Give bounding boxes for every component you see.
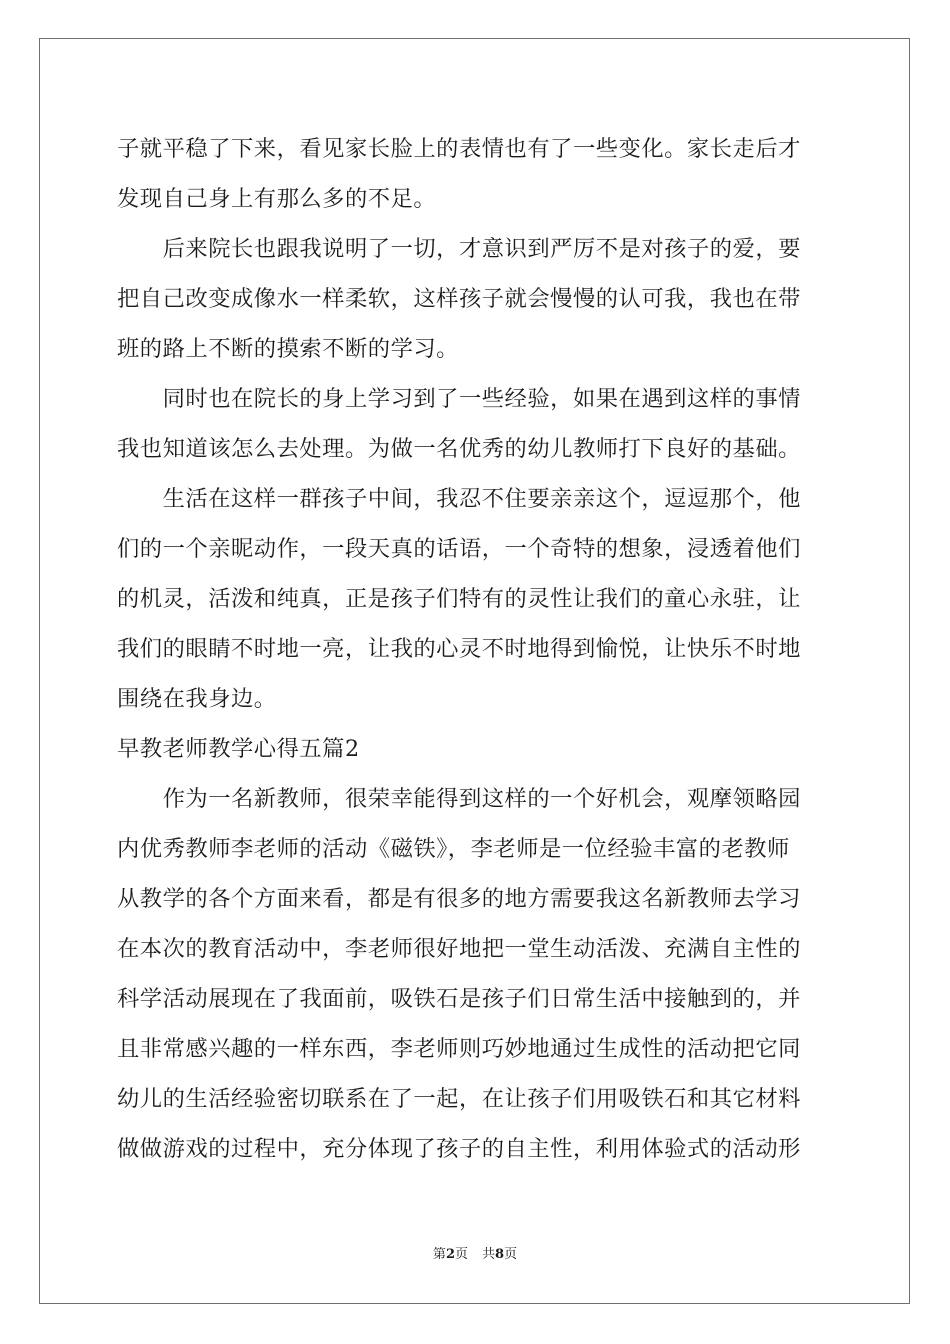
text-line: 子就平稳了下来，看见家长脸上的表情也有了一些变化。家长走后才 — [117, 136, 801, 162]
text-line: 班的路上不断的摸索不断的学习。 — [117, 336, 459, 362]
text-line: 发现自己身上有那么多的不足。 — [117, 186, 437, 212]
text-line: 后来院长也跟我说明了一切，才意识到严厉不是对孩子的爱，要 — [117, 236, 801, 262]
text-line: 同时也在院长的身上学习到了一些经验，如果在遇到这样的事情 — [117, 386, 801, 412]
text-line: 且非常感兴趣的一样东西，李老师则巧妙地通过生成性的活动把它同 — [117, 1036, 801, 1062]
text-line: 在本次的教育活动中，李老师很好地把一堂生动活泼、充满自主性的 — [117, 936, 801, 962]
page-total: 共8页 — [482, 1247, 518, 1262]
page-footer — [0, 1246, 950, 1264]
text-line: 从教学的各个方面来看，都是有很多的地方需要我这名新教师去学习 — [117, 886, 801, 912]
text-line: 我们的眼睛不时地一亮，让我的心灵不时地得到愉悦，让快乐不时地 — [117, 636, 801, 662]
text-line: 围绕在我身边。 — [117, 686, 277, 712]
page-number: 第2页 — [432, 1247, 468, 1262]
text-line: 我也知道该怎么去处理。为做一名优秀的幼儿教师打下良好的基础。 — [117, 436, 801, 462]
text-line: 作为一名新教师，很荣幸能得到这样的一个好机会，观摩领略园 — [117, 786, 801, 812]
text-line: 内优秀教师李老师的活动《磁铁》，李老师是一位经验丰富的老教师 — [117, 836, 790, 862]
text-line: 幼儿的生活经验密切联系在了一起，在让孩子们用吸铁石和其它材料 — [117, 1086, 801, 1112]
text-line: 生活在这样一群孩子中间，我忍不住要亲亲这个，逗逗那个，他 — [117, 486, 801, 512]
text-line: 们的一个亲昵动作，一段天真的话语，一个奇特的想象，浸透着他们 — [117, 536, 801, 562]
section-heading: 早教老师教学心得五篇2 — [117, 736, 360, 762]
text-line: 科学活动展现在了我面前，吸铁石是孩子们日常生活中接触到的，并 — [117, 986, 801, 1012]
text-line: 的机灵，活泼和纯真，正是孩子们特有的灵性让我们的童心永驻，让 — [117, 586, 801, 612]
text-line: 把自己改变成像水一样柔软，这样孩子就会慢慢的认可我，我也在带 — [117, 286, 801, 312]
document-body — [117, 124, 833, 1174]
text-line: 做做游戏的过程中，充分体现了孩子的自主性，利用体验式的活动形 — [117, 1136, 801, 1162]
